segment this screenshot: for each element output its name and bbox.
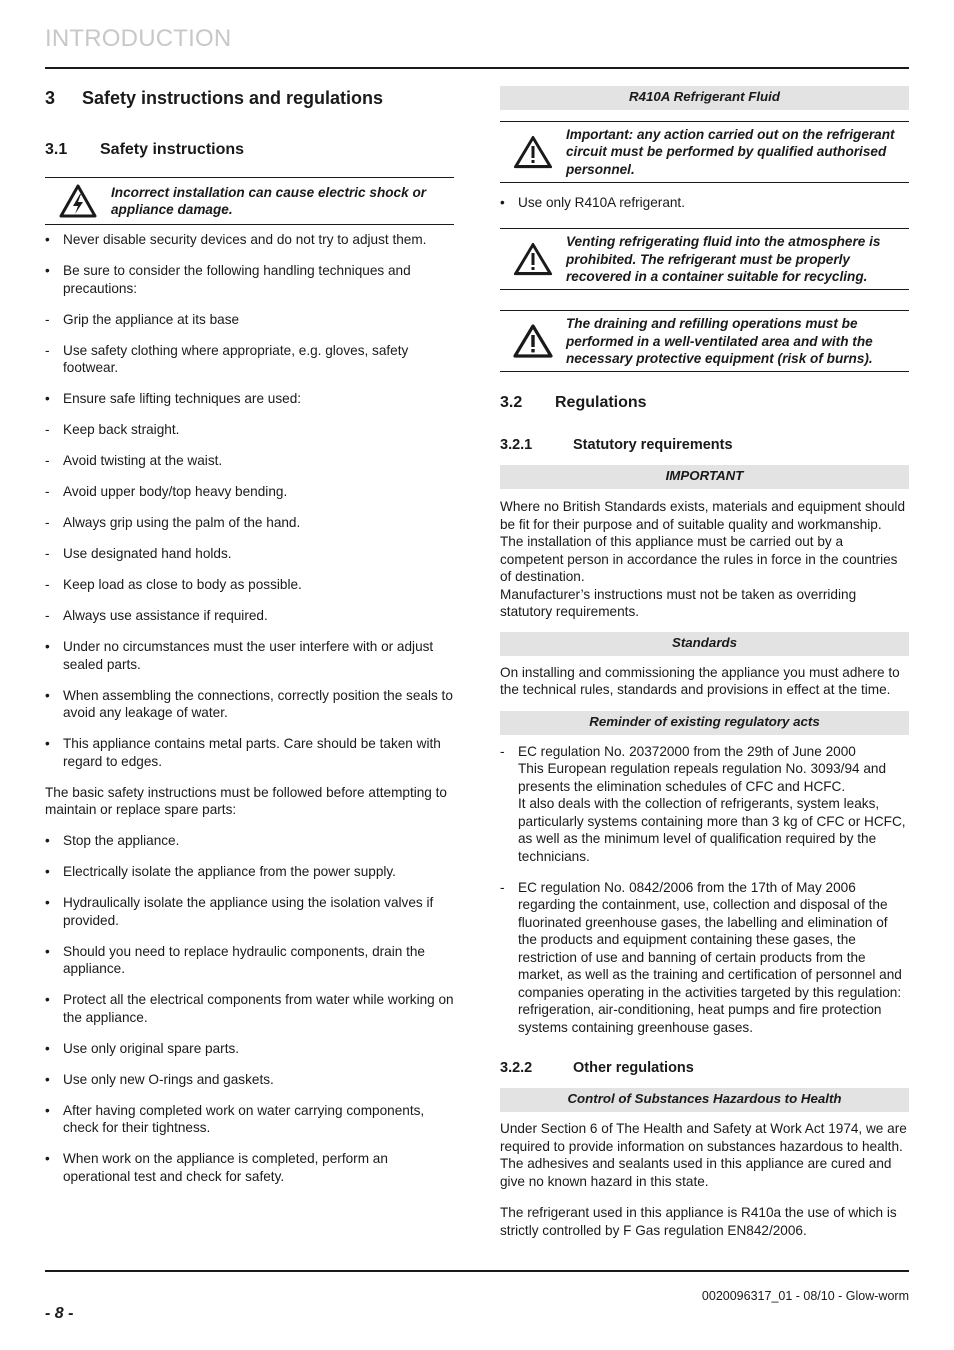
list-item (45, 545, 454, 563)
section-number: 3 (45, 88, 56, 108)
list-item (45, 342, 454, 377)
list-item (45, 311, 454, 329)
standards-paragraph: On installing and commissioning the appliance you must adhere to the technical rules, standards and provisions in effect at the time. (500, 664, 900, 698)
warning-icon (500, 323, 566, 359)
list-item (45, 943, 454, 978)
other-regulations-heading (500, 1059, 909, 1077)
list-item (45, 576, 454, 594)
subsection-number: 3.2 (500, 394, 523, 412)
list-item-text: Use safety clothing where appropriate, e.g. gloves, safety footwear. (63, 342, 409, 375)
regulation-line: This European regulation repeals regulation No. 3093/94 and presents the elimination schedules of CFC and HCFC. (518, 761, 887, 794)
list-item-text: Hydraulically isolate the appliance using the isolation valves if provided. (63, 895, 434, 928)
list-item-text: Grip the appliance at its base (63, 311, 240, 327)
basic-safety-paragraph: The basic safety instructions must be followed before attempting to maintain or replace spare parts: (45, 784, 447, 817)
electric-warning-text: Incorrect installation can cause electric shock or appliance damage. (111, 184, 427, 217)
regulations-list (500, 743, 909, 1037)
subsubsection-number: 3.2.2 (500, 1060, 533, 1077)
bullet-mark: • (45, 864, 50, 879)
statutory-paragraph: The installation of this appliance must be carried out by a competent person in accordance the rules in force in the countries of destination. (500, 534, 898, 585)
list-item-text: Use only original spare parts. (63, 1040, 240, 1056)
statutory-paragraph: Manufacturer’s instructions must not be taken as overriding statutory requirements. (500, 586, 857, 620)
r410a-bar: R410A Refrigerant Fluid (500, 86, 909, 110)
list-item (500, 194, 909, 212)
list-item (45, 863, 454, 881)
bullet-mark: • (45, 1102, 50, 1118)
list-item (45, 452, 454, 470)
list-item-text: Under no circumstances must the user interfere with or adjust sealed parts. (63, 639, 434, 672)
bullet-mark: • (45, 391, 50, 406)
list-item-text: When work on the appliance is completed, perform an operational test and check for safety. (63, 1151, 388, 1184)
list-item (45, 231, 454, 249)
coshh-paragraph: Under Section 6 of The Health and Safety at Work Act 1974, we are required to provide information on substances hazardous to health. The adhesives and sealants used in this appliance are cured and give no known hazard in this state. (500, 1121, 907, 1189)
bullet-mark: • (45, 736, 50, 751)
subsection-heading (45, 140, 454, 160)
maintenance-list (45, 832, 454, 1185)
list-item (45, 735, 454, 770)
coshh-bar: Control of Substances Hazardous to Health (500, 1088, 909, 1112)
list-item-text: Keep back straight. (63, 422, 180, 437)
list-item-text: Protect all the electrical components from water while working on the appliance. (63, 992, 454, 1025)
regulation-line: EC regulation No. 0842/2006 from the 17th of May 2006 regarding the containment, use, collection and disposal of the fluorinated greenhouse gases, the labelling and elimination of the products and equipment containing these gases, the restriction of use and banning of certain products from the market, as well as the training and certification of personnel and companies operating in the activities targeted by this regulation: refrigeration, air-conditioning, heat pumps and fire protection systems containing greenhouse gases. (518, 879, 902, 1035)
page-header-title: INTRODUCTION (45, 25, 232, 52)
list-item-text: Should you need to replace hydraulic components, drain the appliance. (63, 943, 425, 976)
bullet-mark: • (45, 1151, 50, 1166)
list-item-text: Never disable security devices and do not try to adjust them. (63, 232, 427, 247)
bullet-mark: • (45, 943, 50, 959)
refrigerant-warning-1-text: Important: any action carried out on the refrigerant circuit must be performed by qualified authorised personnel. (566, 127, 895, 177)
list-item (45, 1102, 454, 1137)
list-item (45, 991, 454, 1026)
refrigerant-warning-3-text: The draining and refilling operations must be performed in a well-ventilated area and with the necessary protective equipment (risk of burns). (566, 316, 873, 366)
electric-warning-box (45, 177, 454, 225)
dash-mark: - (45, 577, 50, 592)
list-item (45, 514, 454, 532)
list-item (45, 832, 454, 850)
refrigerant-warning-1 (500, 121, 909, 183)
refrigerant-paragraph: The refrigerant used in this appliance is R410a the use of which is strictly controlled by F Gas regulation EN842/2006. (500, 1205, 897, 1238)
list-item-text: Always grip using the palm of the hand. (63, 515, 301, 530)
dash-mark: - (45, 422, 50, 437)
list-item-text: Electrically isolate the appliance from the power supply. (63, 864, 396, 879)
bullet-mark: • (45, 1040, 50, 1056)
subsubsection-title: Other regulations (573, 1060, 694, 1077)
statutory-heading (500, 436, 909, 454)
bullet-mark: • (45, 1071, 50, 1087)
list-item (45, 687, 454, 722)
list-item (45, 1040, 454, 1058)
list-item-text: Always use assistance if required. (63, 608, 268, 623)
list-item (45, 421, 454, 439)
regulations-heading (500, 393, 909, 413)
section-title: Safety instructions and regulations (82, 88, 384, 108)
warning-icon (500, 241, 566, 277)
dash-mark: - (45, 453, 50, 468)
list-item-text: Use only R410A refrigerant. (518, 194, 685, 210)
document-reference: 0020096317_01 - 08/10 - Glow-worm (701, 1289, 909, 1303)
subsubsection-title: Statutory requirements (573, 437, 733, 454)
dash-mark: - (500, 879, 505, 895)
bullet-mark: • (45, 232, 50, 247)
list-item-text: Stop the appliance. (63, 833, 180, 848)
list-item (45, 390, 454, 408)
regulation-line: EC regulation No. 20372000 from the 29th of June 2000 (518, 743, 856, 759)
list-item (500, 879, 909, 1037)
bullet-mark: • (500, 194, 505, 210)
reminder-bar: Reminder of existing regulatory acts (500, 711, 909, 735)
bullet-mark: • (45, 895, 50, 910)
warning-icon (500, 134, 566, 170)
safety-list (45, 231, 454, 770)
list-item-text: Avoid upper body/top heavy bending. (63, 484, 288, 499)
list-item-text: Use designated hand holds. (63, 546, 232, 561)
refrigerant-warning-3 (500, 310, 909, 372)
bullet-mark: • (45, 263, 50, 278)
dash-mark: - (500, 743, 505, 759)
list-item (45, 638, 454, 673)
r410a-list (500, 194, 909, 212)
list-item (45, 607, 454, 625)
list-item (45, 483, 454, 501)
regulation-line: It also deals with the collection of refrigerants, system leaks, particularly systems containing more than 3 kg of CFC or HCFC, as well as the minimum level of qualification required by the technicians. (518, 796, 906, 864)
list-item-text: Be sure to consider the following handling techniques and precautions: (63, 263, 411, 296)
left-column (45, 78, 454, 1185)
list-item (45, 1071, 454, 1089)
header-rule (45, 67, 909, 69)
refrigerant-warning-2 (500, 228, 909, 290)
dash-mark: - (45, 342, 50, 358)
dash-mark: - (45, 546, 50, 561)
statutory-paragraphs (500, 498, 909, 621)
statutory-paragraph: Where no British Standards exists, materials and equipment should be fit for their purpose and of suitable quality and workmanship. (500, 499, 905, 532)
list-item-text: After having completed work on water carrying components, check for their tightness. (63, 1102, 425, 1135)
list-item (45, 894, 454, 929)
list-item-text: Use only new O-rings and gaskets. (63, 1071, 274, 1087)
electric-hazard-icon (45, 183, 111, 219)
list-item-text: Ensure safe lifting techniques are used: (63, 391, 302, 406)
list-item-text: Avoid twisting at the waist. (63, 453, 223, 468)
subsection-title: Safety instructions (100, 141, 245, 158)
bullet-mark: • (45, 992, 50, 1007)
subsection-number: 3.1 (45, 141, 68, 158)
page-number: - 8 - (45, 1305, 74, 1322)
list-item (45, 1150, 454, 1185)
subsubsection-number: 3.2.1 (500, 437, 533, 454)
footer-rule (45, 1270, 909, 1272)
dash-mark: - (45, 608, 50, 623)
bullet-mark: • (45, 639, 50, 654)
refrigerant-warning-2-text: Venting refrigerating fluid into the atmosphere is prohibited. The refrigerant must be properly recovered in a container suitable for recycling. (566, 234, 881, 284)
bullet-mark: • (45, 687, 50, 703)
dash-mark: - (45, 484, 50, 499)
right-column (500, 86, 909, 1239)
subsection-title: Regulations (555, 394, 647, 412)
dash-mark: - (45, 311, 50, 327)
bullet-mark: • (45, 833, 50, 848)
dash-mark: - (45, 515, 50, 530)
list-item-text: Keep load as close to body as possible. (63, 577, 302, 592)
important-bar: IMPORTANT (500, 465, 909, 489)
list-item (500, 743, 909, 866)
standards-bar: Standards (500, 632, 909, 656)
list-item (45, 262, 454, 297)
list-item-text: When assembling the connections, correctly position the seals to avoid any leakage of water. (63, 687, 453, 720)
list-item-text: This appliance contains metal parts. Care should be taken with regard to edges. (63, 736, 441, 769)
section-heading (45, 87, 454, 109)
